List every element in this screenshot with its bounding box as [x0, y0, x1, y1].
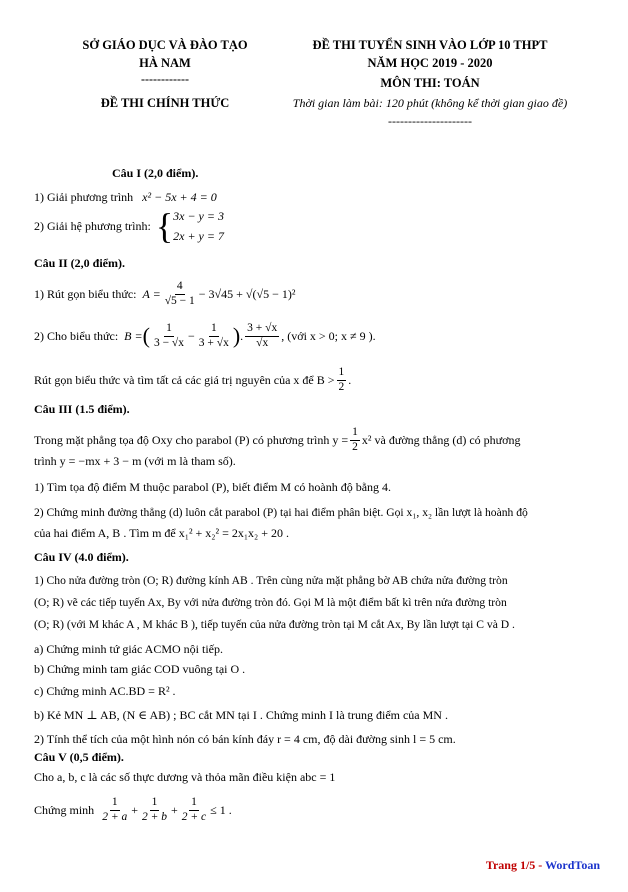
q3-part2-line2: của hai điểm A, B . Tìm m để x₁² + x₂² = 2x₁x₂ + 20 .: [34, 526, 289, 540]
dot-sign: .: [240, 328, 244, 343]
q3-intro-num: 1: [350, 427, 360, 441]
q4-line1: 1) Cho nửa đường tròn (O; R) đường kính AB . Trên cùng nửa mặt phẳng bờ AB chứa nửa đường tròn: [34, 574, 508, 587]
q3-intro: [34, 422, 521, 458]
q2-A-rest: − 3√45 + √(√5 − 1)²: [198, 286, 296, 301]
minus-sign: −: [188, 328, 195, 343]
school-department: SỞ GIÁO DỤC VÀ ĐÀO TẠO: [82, 38, 248, 52]
q5-frac1-num: 1: [110, 797, 120, 811]
q5-frac2-num: 1: [150, 797, 160, 811]
open-paren: (: [142, 323, 150, 348]
q2-B-symbol: B =: [124, 328, 143, 343]
q2-part3-num: 1: [337, 367, 347, 381]
q5-prove-label: Chứng minh: [34, 802, 95, 817]
page-number: Trang 1/5 -: [485, 858, 546, 872]
q5-frac3: [180, 797, 208, 823]
q2-A-numerator: 4: [175, 281, 185, 295]
q2-B-condition: , (với x > 0; x ≠ 9 ).: [281, 328, 376, 343]
province: HÀ NAM: [139, 56, 191, 70]
q4-line2: (O; R) vẽ các tiếp tuyến Ax, By với nửa đường tròn đó. Gọi M là một điểm bất kì trên nửa đường tròn: [34, 596, 507, 609]
q5-frac3-num: 1: [189, 797, 199, 811]
q2-A-denominator: √5 − 1: [164, 294, 195, 307]
right-separator: ---------------------: [388, 114, 472, 128]
q4-line3: (O; R) (với M khác A , M khác B ), tiếp tuyến của nửa đường tròn tại M cắt Ax, By lần lượt tại C và D .: [34, 618, 515, 631]
q3-part2-line1: 2) Chứng minh đường thẳng (d) luôn cắt parabol (P) tại hai điểm phân biệt. Gọi x₁, x₂ lần lượt là hoành độ: [34, 506, 528, 519]
q5-frac3-den: 2 + c: [181, 810, 207, 823]
q2-B-frac3-den: √x: [256, 336, 269, 349]
q3-title: Câu III (1.5 điểm).: [34, 402, 130, 416]
q4-part2: 2) Tính thể tích của một hình nón có bán kính đáy r = 4 cm, độ dài đường sinh l = 5 cm.: [34, 732, 456, 746]
close-paren: ): [232, 323, 241, 348]
q3-intro-fraction: [350, 427, 360, 453]
q1-part1-label: 1) Giải phương trình: [34, 190, 134, 204]
q2-A-fraction: [163, 281, 197, 307]
q3-intro-den: 2: [352, 440, 358, 453]
q5-frac2-den: 2 + b: [141, 810, 167, 823]
q2-B-frac2-den: 3 + √x: [198, 336, 229, 349]
q2-part3-fraction: [337, 367, 347, 393]
q4-part-a: a) Chứng minh tứ giác ACMO nội tiếp.: [34, 642, 223, 656]
q5-inequality-end: ≤ 1 .: [210, 802, 232, 817]
q2-part1: [34, 276, 295, 312]
q2-part1-label: 1) Rút gọn biểu thức:: [34, 286, 137, 301]
school-year: NĂM HỌC 2019 - 2020: [367, 56, 493, 70]
q3-intro-c: trình y = −mx + 3 − m (với m là tham số).: [34, 454, 236, 468]
q4-title: Câu IV (4.0 điểm).: [34, 550, 129, 564]
q5-frac1-den: 2 + a: [102, 810, 128, 823]
q2-B-frac1-den: 3 − √x: [153, 336, 184, 349]
system-eq2: 2x + y = 7: [173, 229, 224, 243]
q2-title: Câu II (2,0 điểm).: [34, 256, 126, 270]
page-footer: [486, 858, 600, 873]
q1-title: Câu I (2,0 điểm).: [112, 166, 199, 180]
q2-part2: [34, 316, 376, 356]
q2-part3: [34, 362, 351, 398]
q4-part-c: c) Chứng minh AC.BD = R² .: [34, 684, 176, 698]
left-separator: ------------: [141, 72, 189, 86]
q2-part2-label: 2) Cho biểu thức:: [34, 328, 119, 343]
q3-intro-b: x² và đường thẳng (d) có phương: [361, 432, 521, 447]
q2-A-symbol: A =: [142, 286, 161, 301]
q3-intro-a: Trong mặt phẳng tọa độ Oxy cho parabol (P) có phương trình y =: [34, 432, 349, 447]
q5-line1: Cho a, b, c là các số thực dương và thỏa mãn điều kiện abc = 1: [34, 770, 336, 784]
plus-sign-1: +: [131, 802, 138, 817]
q2-part3-end: .: [348, 372, 352, 387]
plus-sign-2: +: [171, 802, 178, 817]
system-brace: {: [155, 206, 174, 246]
q2-part3-den: 2: [338, 380, 345, 393]
q5-frac2: [140, 797, 169, 823]
q2-B-frac2: [197, 323, 231, 349]
time-allowed: Thời gian làm bài: 120 phút (không kể thời gian giao đề): [292, 96, 568, 110]
q1-part2: [34, 206, 224, 246]
q2-B-frac3-num: 3 + √x: [245, 323, 279, 337]
q4-part-d: b) Kẻ MN ⊥ AB, (N ∈ AB) ; BC cắt MN tại I . Chứng minh I là trung điểm của MN .: [34, 708, 448, 722]
q2-B-frac1-num: 1: [164, 323, 174, 337]
q5-title: Câu V (0,5 điểm).: [34, 750, 124, 764]
q1-part1-equation: x² − 5x + 4 = 0: [142, 190, 217, 204]
system-equations: [173, 206, 224, 246]
q2-part3-text: Rút gọn biểu thức và tìm tất cả các giá trị nguyên của x để B >: [34, 372, 335, 387]
exam-title: ĐỀ THI TUYỂN SINH VÀO LỚP 10 THPT: [312, 38, 548, 52]
q5-line2: [34, 792, 232, 828]
subject: MÔN THI: TOÁN: [380, 76, 480, 90]
q1-part2-label: 2) Giải hệ phương trình:: [34, 218, 151, 233]
q2-B-frac1: [152, 323, 186, 349]
q1-part1: [34, 190, 217, 205]
q5-frac1: [100, 797, 129, 823]
q3-part1: 1) Tìm tọa độ điểm M thuộc parabol (P), biết điểm M có hoành độ bằng 4.: [34, 480, 392, 494]
brand-name: WordToan: [545, 858, 600, 872]
q4-part-b: b) Chứng minh tam giác COD vuông tại O .: [34, 662, 246, 676]
q2-B-frac2-num: 1: [209, 323, 219, 337]
official-exam-label: ĐỀ THI CHÍNH THỨC: [100, 96, 230, 110]
q2-B-frac3: [245, 323, 279, 349]
system-eq1: 3x − y = 3: [173, 209, 224, 223]
